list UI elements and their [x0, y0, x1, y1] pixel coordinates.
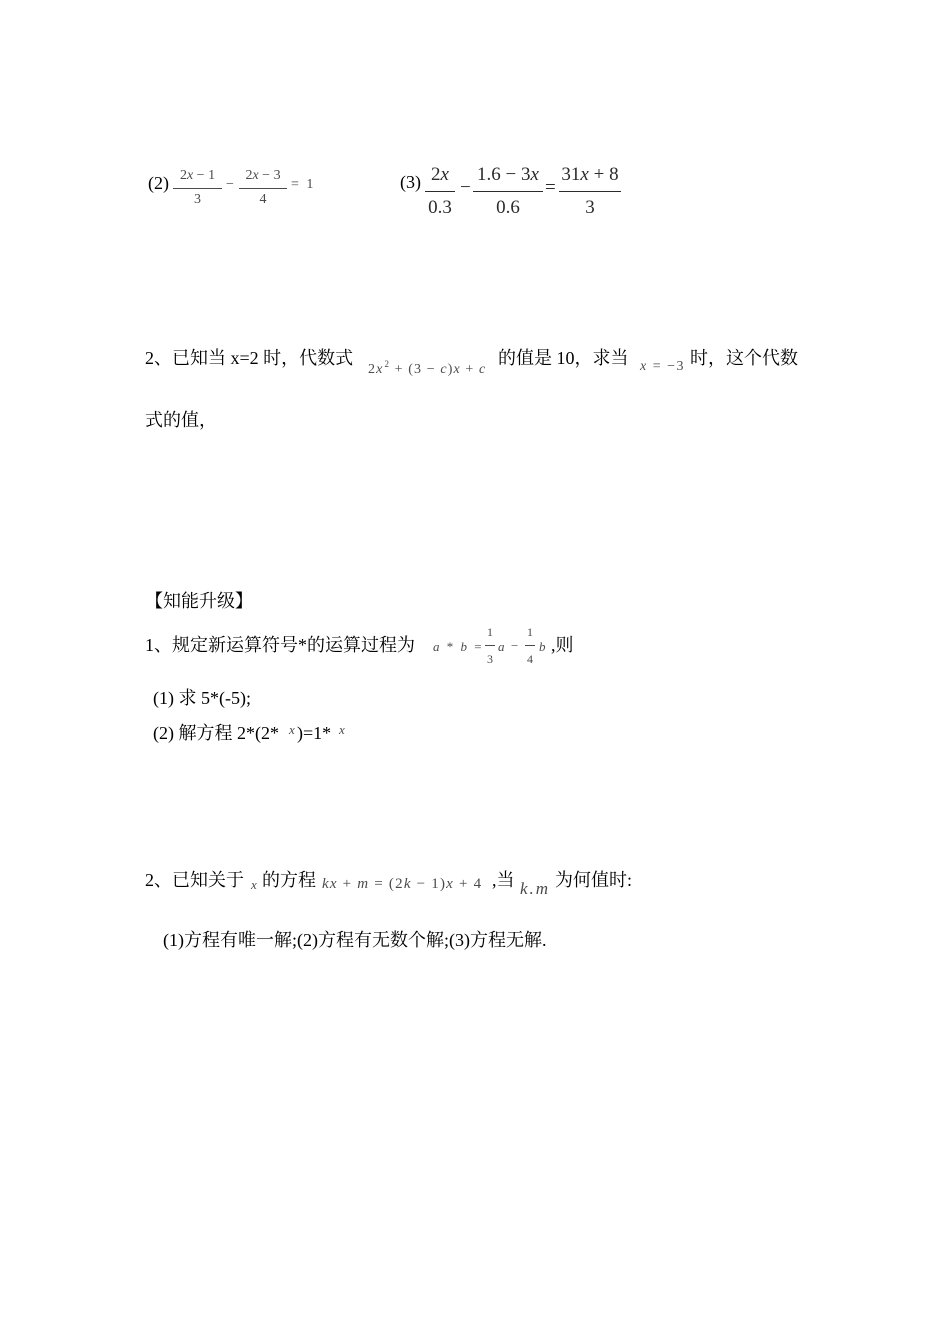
item-2-label: (2) [148, 173, 169, 193]
numerator: 1 [525, 626, 535, 646]
item-2-rhs: = 1 [291, 177, 316, 192]
expression-rest: + (3 − c)x + c [394, 362, 487, 377]
problem-2-text-3: 时，这个代数 [690, 348, 798, 368]
item-3-equals-sign: = [545, 177, 556, 198]
item-2-fraction-2 [239, 168, 287, 208]
numerator: 1 [485, 626, 495, 646]
question-2-parts: (1)方程有唯一解;(2)方程有无数个解;(3)方程无解. [163, 930, 547, 950]
numerator: 2x [425, 165, 455, 192]
question-2-text-4: 为何值时: [555, 870, 633, 890]
problem-2-text-1: 2、已知当 x=2 时，代数式 [145, 348, 354, 368]
denominator: 4 [259, 192, 267, 208]
problem-2-text-2: 的值是 10，求当 [498, 348, 629, 368]
numerator: 31x + 8 [559, 165, 621, 192]
numerator: 1.6 − 3x [473, 165, 543, 192]
numerator: 2x − 3 [239, 168, 287, 189]
item-3-minus-operator: − [460, 177, 471, 198]
variable-a: a [498, 639, 505, 654]
question-2-text-2: 的方程 [262, 870, 316, 890]
question-1-text-2: ,则 [551, 635, 574, 655]
problem-2-text-4: 式的值， [145, 410, 217, 430]
denominator: 4 [527, 652, 533, 667]
item-3-fraction-2 [473, 165, 543, 219]
parameters-k-m: k.m [520, 879, 551, 898]
item-3-fraction-3 [559, 165, 621, 219]
expression-base: 2x [368, 362, 384, 377]
item-2-minus-operator: − [226, 177, 234, 192]
question-2-text-1: 2、已知关于 [145, 870, 244, 890]
variable-x: x [251, 877, 257, 892]
question-2-equation: kx + m = (2k − 1)x + 4 [322, 876, 483, 892]
denominator: 3 [194, 192, 201, 208]
fraction-one-third [485, 626, 495, 666]
problem-2-condition: x = −3 [640, 359, 686, 374]
operation-lhs: a * b = [433, 639, 484, 654]
question-1-part-1: (1) 求 5*(-5); [153, 688, 251, 708]
question-1-part-2-text-1: (2) 解方程 2*(2* [153, 723, 279, 743]
algebraic-expression [368, 359, 487, 377]
item-3-label: (3) [400, 172, 421, 192]
item-3-fraction-1 [425, 165, 455, 219]
item-2-fraction-1 [173, 168, 222, 208]
denominator: 3 [487, 652, 493, 667]
denominator: 3 [585, 196, 595, 218]
fraction-one-quarter [525, 626, 535, 666]
denominator: 0.3 [428, 196, 452, 218]
minus-operator: − [511, 638, 519, 653]
question-1-part-2-text-2: )=1* [297, 723, 332, 743]
question-1-text-1: 1、规定新运算符号*的运算过程为 [145, 635, 415, 655]
denominator: 0.6 [496, 196, 520, 218]
numerator: 2x − 1 [173, 168, 222, 189]
part-2-variable-x-1: x [289, 722, 295, 737]
part-2-variable-x-2: x [339, 722, 345, 737]
question-2-text-3: ,当 [492, 870, 515, 890]
variable-b: b [539, 639, 546, 654]
expression-exponent: 2 [384, 359, 391, 369]
section-heading: 【知能升级】 [145, 591, 253, 611]
